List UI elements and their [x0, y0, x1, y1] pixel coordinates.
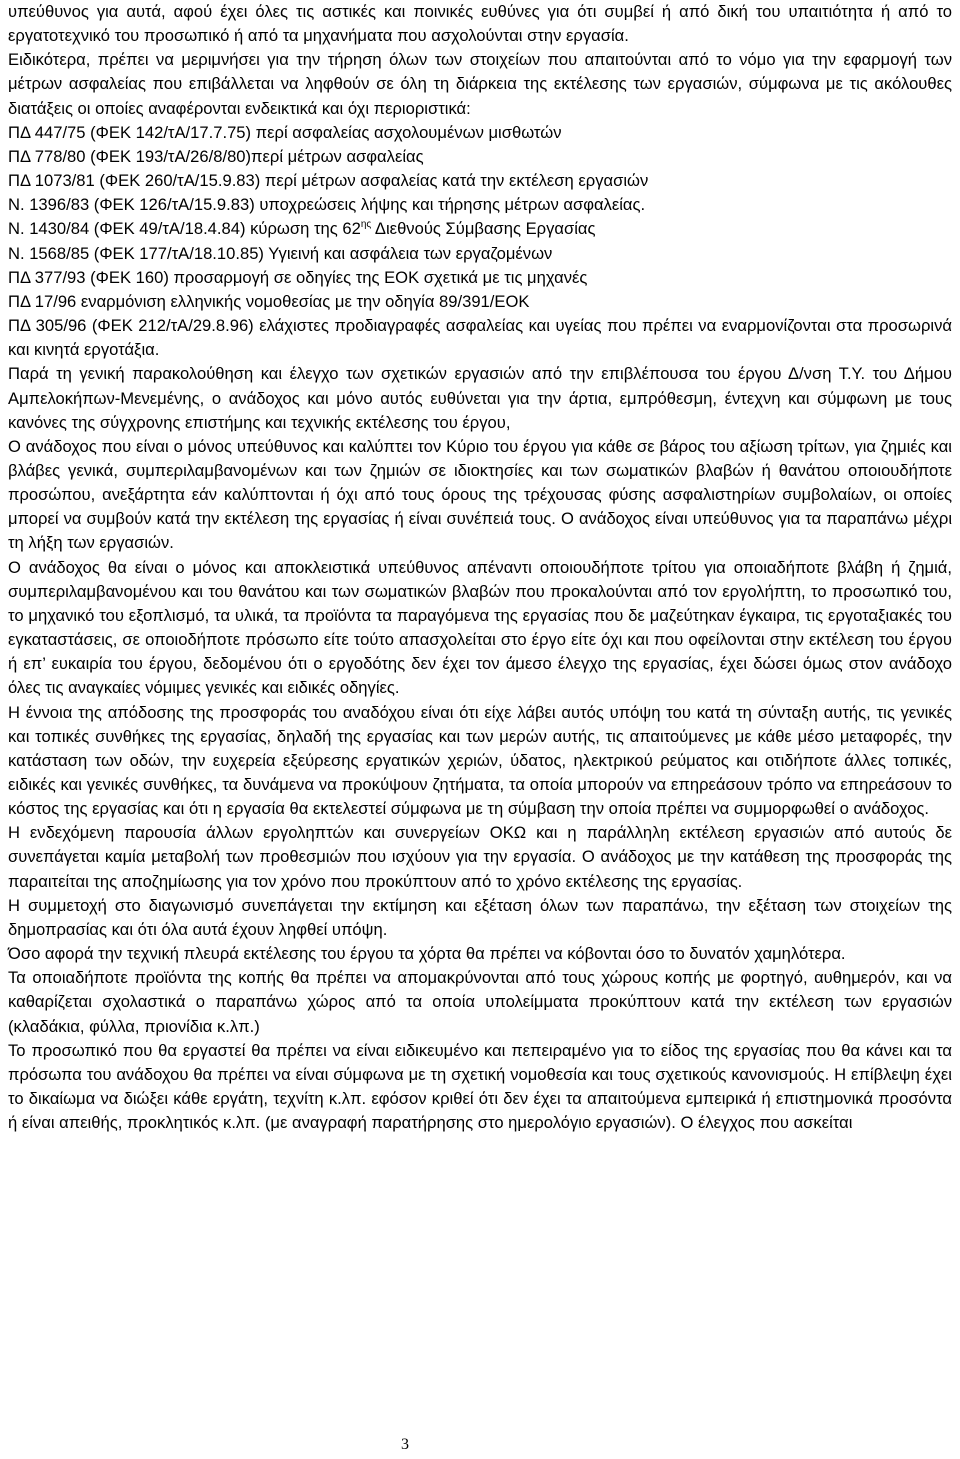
paragraph: Ειδικότερα, πρέπει να μεριμνήσει για την τήρηση όλων των στοιχείων που απαιτούνται από το νόμο για την εφαρμογή των μέτρων ασφαλείας που επιβάλλεται να ληφθούν σε όλη τη διάρκεια της εκτέλεσης των εργασιών, σύμφωνα με τις ακόλουθες διατάξεις οι οποίες αναφέρονται ενδεικτικά και όχι περιοριστικά:: [8, 50, 952, 118]
paragraph: Ο ανάδοχος που είναι ο μόνος υπεύθυνος και καλύπτει τον Κύριο του έργου για κάθε σε βάρος του αξίωση τρίτων, για ζημιές και βλάβες γενικά, συμπεριλαμβανομένων και των ζημιών σε ιδιοκτησίες και των σωματικών βλαβών ή θανάτου οποιουδήποτε προσώπου, ανεξάρτητα εάν καλύπτονται ή όχι από τους όρους της τρέχουσας φύσης ασφαλιστηρίων συμβολαίων, οι οποίες μπορεί να συμβούν κατά την εκτέλεση της εργασίας ή είναι συνέπειά τους. Ο ανάδοχος είναι υπεύθυνος για τα παραπάνω μέχρι τη λήξη των εργασιών.: [8, 436, 952, 553]
law-item: ΠΔ 17/96 εναρμόνιση ελληνικής νομοθεσίας με την οδηγία 89/391/ΕΟΚ: [8, 291, 530, 311]
law-item: ΠΔ 447/75 (ΦΕΚ 142/τΑ/17.7.75) περί ασφαλείας ασχολουμένων μισθωτών: [8, 122, 562, 142]
paragraph: Η έννοια της απόδοσης της προσφοράς του αναδόχου είναι ότι είχε λάβει αυτός υπόψη του κατά τη σύνταξη αυτής, τις γενικές και τοπικές συνθήκες της εργασίας, δηλαδή της εργασίας και των μερών αυτής, τις απαιτούμενες με κάθε μέσο μεταφορές, την κατάσταση των οδών, την ευχερεία εξεύρεσης εργατικών χεριών, ύδατος, ηλεκτρικού ρεύματος και οτιδήποτε άλλες τοπικές, ειδικές και γενικές συνθήκες, τα δυνάμενα να προκύψουν ζητήματα, τα οποία μπορούν να επηρεάσουν τρόπο να επηρεάσουν το κόστος της εργασίας και ότι η εργασία θα εκτελεστεί σύμφωνα με τη σύμβαση την οποία πρέπει να συμμορφωθεί ο ανάδοχος.: [8, 702, 952, 819]
document-page: [8, 0, 952, 1135]
law-item: Ν. 1568/85 (ΦΕΚ 177/τΑ/18.10.85) Υγιεινή και ασφάλεια των εργαζομένων: [8, 243, 553, 263]
law-item: Ν. 1396/83 (ΦΕΚ 126/τΑ/15.9.83) υποχρεώσεις λήψης και τήρησης μέτρων ασφαλείας.: [8, 195, 646, 215]
law-item: ΠΔ 778/80 (ΦΕΚ 193/τΑ/26/8/80)περί μέτρων ασφαλείας: [8, 146, 424, 166]
paragraph: Όσο αφορά την τεχνική πλευρά εκτέλεσης του έργου τα χόρτα θα πρέπει να κόβονται όσο το δυνατόν χαμηλότερα.: [8, 944, 846, 964]
paragraph: Η ενδεχόμενη παρουσία άλλων εργοληπτών και συνεργείων ΟΚΩ και η παράλληλη εκτέλεση εργασιών από αυτούς δε συνεπάγεται καμία μεταβολή των προθεσμιών που ισχύουν για την εργασία. Ο ανάδοχος με την κατάθεση της προσφοράς της παραιτείται της αποζημίωσης για τον χρόνο που προκύπτουν από το χρόνο εκτέλεσης της εργασίας.: [8, 823, 952, 891]
law-superscript: ης: [360, 219, 372, 231]
law-item: [8, 217, 952, 241]
law-text: Διεθνούς Σύμβασης Εργασίας: [371, 219, 596, 239]
paragraph: Το προσωπικό που θα εργαστεί θα πρέπει να είναι ειδικευμένο και πεπειραμένο για το είδος της εργασίας που θα κάνει και τα πρόσωπα του ανάδοχου θα πρέπει να είναι σύμφωνα με τη σχετική νομοθεσία και τους σχετικούς κανονισμούς. Η επίβλεψη έχει το δικαίωμα να διώξει κάθε εργάτη, τεχνίτη κ.λπ. εφόσον κριθεί ότι δεν έχει τα απαιτούμενα εμπειρικά ή επιστημονικά προσόντα ή είναι απειθής, προκλητικός κ.λπ. (με αναγραφή παρατήρησης στο ημερολόγιο εργασιών). Ο έλεγχος που ασκείται: [8, 1040, 952, 1133]
law-item: ΠΔ 377/93 (ΦΕΚ 160) προσαρμογή σε οδηγίες της ΕΟΚ σχετικά με τις μηχανές: [8, 267, 588, 287]
paragraph: Παρά τη γενική παρακολούθηση και έλεγχο των σχετικών εργασιών από την επιβλέπουσα του έργου Δ/νση Τ.Υ. του Δήμου Αμπελοκήπων-Μενεμένης, ο ανάδοχος και μόνο αυτός ευθύνεται για την άρτια, εμπρόθεσμη, έντεχνη και σύμφωνη με τους κανόνες της σύγχρονης επιστήμης και τεχνικής εκτέλεσης του έργου,: [8, 364, 952, 432]
law-item: ΠΔ 305/96 (ΦΕΚ 212/τΑ/29.8.96) ελάχιστες προδιαγραφές ασφαλείας και υγείας που πρέπει να εναρμονίζονται στα προσωρινά και κινητά εργοτάξια.: [8, 316, 952, 360]
law-text: Ν. 1430/84 (ΦΕΚ 49/τΑ/18.4.84) κύρωση της 62: [8, 219, 361, 239]
law-item: ΠΔ 1073/81 (ΦΕΚ 260/τΑ/15.9.83) περί μέτρων ασφαλείας κατά την εκτέλεση εργασιών: [8, 171, 649, 191]
paragraph: υπεύθυνος για αυτά, αφού έχει όλες τις αστικές και ποινικές ευθύνες για ότι συμβεί ή από δική του υπαιτιότητα ή από το εργατοτεχνικό του προσωπικό ή από τα μηχανήματα που ασχολούνται στην εργασία.: [8, 2, 952, 46]
paragraph: Τα οποιαδήποτε προϊόντα της κοπής θα πρέπει να απομακρύνονται από τους χώρους κοπής με φορτηγό, αυθημερόν, και να καθαρίζεται σχολαστικά ο παραπάνω χώρος από τα οποία υπολείμματα προκύπτουν κατά την εκτέλεση των εργασιών (κλαδάκια, φύλλα, πριονίδια κ.λπ.): [8, 968, 952, 1036]
page-number: 3: [401, 1436, 409, 1453]
paragraph: Η συμμετοχή στο διαγωνισμό συνεπάγεται την εκτίμηση και εξέταση όλων των παραπάνω, την εξέταση των στοιχείων της δημοπρασίας και ότι όλα αυτά έχουν ληφθεί υπόψη.: [8, 895, 952, 939]
paragraph: Ο ανάδοχος θα είναι ο μόνος και αποκλειστικά υπεύθυνος απέναντι οποιουδήποτε τρίτου για οποιαδήποτε βλάβη ή ζημιά, συμπεριλαμβανομένου και του θανάτου και των σωματικών βλαβών που προκαλούνται από τον εργολήπτη, το προσωπικό του, το μηχανικό του εξοπλισμό, τα υλικά, τα προϊόντα τα παραγόμενα της εργασίας που δε μαζεύτηκαν έγκαιρα, τις εργοταξιακές του εγκαταστάσεις, σε οποιοδήποτε πρόσωπο είτε τούτο απασχολείται στο έργο είτε όχι και που οφείλονται στην εκτέλεση του έργου ή επ’ ευκαιρία του έργου, δεδομένου ότι ο εργοδότης δεν έχει τον άμεσο έλεγχο της εργασίας, έχει δώσει όμως στον ανάδοχο όλες τις αναγκαίες νόμιμες γενικές και ειδικές οδηγίες.: [8, 557, 952, 698]
